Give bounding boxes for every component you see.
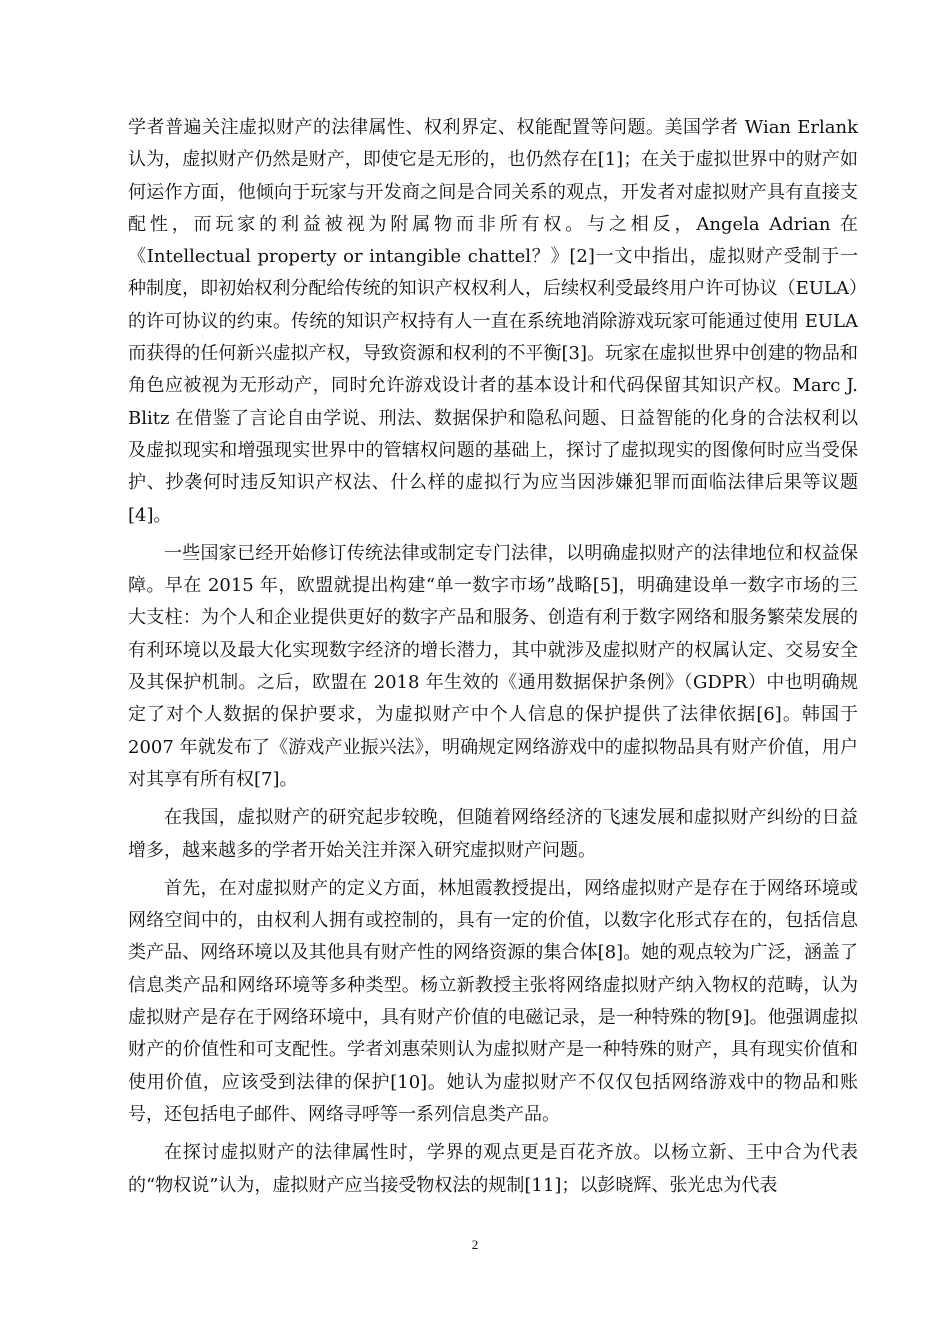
paragraph-2: 一些国家已经开始修订传统法律或制定专门法律，以明确虚拟财产的法律地位和权益保障。早在 2015 年，欧盟就提出构建“单一数字市场”战略[5]，明确建设单一数字市场的三大支柱：为个人和企业提供更好的数字产品和服务、创造有利于数字网络和服务繁荣发展的有利环境以及最大化实现数字经济的增长潜力，其中就涉及虚拟财产的权属认定、交易安全及其保护机制。之后，欧盟在 2018 年生效的《通用数据保护条例》（GDPR）中也明确规定了对个人数据的保护要求，为虚拟财产中个人信息的保护提供了法律依据[6]。韩国于 2007 年就发布了《游戏产业振兴法》，明确规定网络游戏中的虚拟物品具有财产价值，用户对其享有所有权[7]。: [128, 542, 858, 790]
body-text: [128, 112, 858, 1208]
paragraph-5: 在探讨虚拟财产的法律属性时，学界的观点更是百花齐放。以杨立新、王中合为代表的“物权说”认为，虚拟财产应当接受物权法的规制[11]；以彭晓辉、张光忠为代表: [128, 1142, 858, 1196]
page-number: 2: [471, 1237, 479, 1252]
paragraph-4: 首先，在对虚拟财产的定义方面，林旭霞教授提出，网络虚拟财产是存在于网络环境或网络空间中的，由权利人拥有或控制的，具有一定的价值，以数字化形式存在的，包括信息类产品、网络环境以及其他具有财产性的网络资源的集合体[8]。她的观点较为广泛，涵盖了信息类产品和网络环境等多种类型。杨立新教授主张将网络虚拟财产纳入物权的范畴，认为虚拟财产是存在于网络环境中，具有财产价值的电磁记录，是一种特殊的物[9]。他强调虚拟财产的价值性和可支配性。学者刘惠荣则认为虚拟财产是一种特殊的财产，具有现实价值和使用价值，应该受到法律的保护[10]。她认为虚拟财产不仅仅包括网络游戏中的物品和账号，还包括电子邮件、网络寻呼等一系列信息类产品。: [128, 877, 858, 1125]
paragraph-1: 学者普遍关注虚拟财产的法律属性、权利界定、权能配置等问题。美国学者 Wian Erlank 认为，虚拟财产仍然是财产，即使它是无形的，也仍然存在[1]；在关于虚拟世界中的财产如何运作方面，他倾向于玩家与开发商之间是合同关系的观点，开发者对虚拟财产具有直接支配性，而玩家的利益被视为附属物而非所有权。与之相反，Angela Adrian 在《Intellectual property or intangible chattel？》[2]一文中指出，虚拟财产受制于一种制度，即初始权利分配给传统的知识产权权利人，后续权利受最终用户许可协议（EULA）的许可协议的约束。传统的知识产权持有人一直在系统地消除游戏玩家可能通过使用 EULA 而获得的任何新兴虚拟产权，导致资源和权利的不平衡[3]。玩家在虚拟世界中创建的物品和角色应被视为无形动产，同时允许游戏设计者的基本设计和代码保留其知识产权。Marc J. Blitz 在借鉴了言论自由学说、刑法、数据保护和隐私问题、日益智能的化身的合法权利以及虚拟现实和增强现实世界中的管辖权问题的基础上，探讨了虚拟现实的图像何时应当受保护、抄袭何时违反知识产权法、什么样的虚拟行为应当因涉嫌犯罪而面临法律后果等议题[4]。: [128, 117, 858, 526]
paragraph-3: 在我国，虚拟财产的研究起步较晚，但随着网络经济的飞速发展和虚拟财产纠纷的日益增多，越来越多的学者开始关注并深入研究虚拟财产问题。: [128, 807, 858, 861]
